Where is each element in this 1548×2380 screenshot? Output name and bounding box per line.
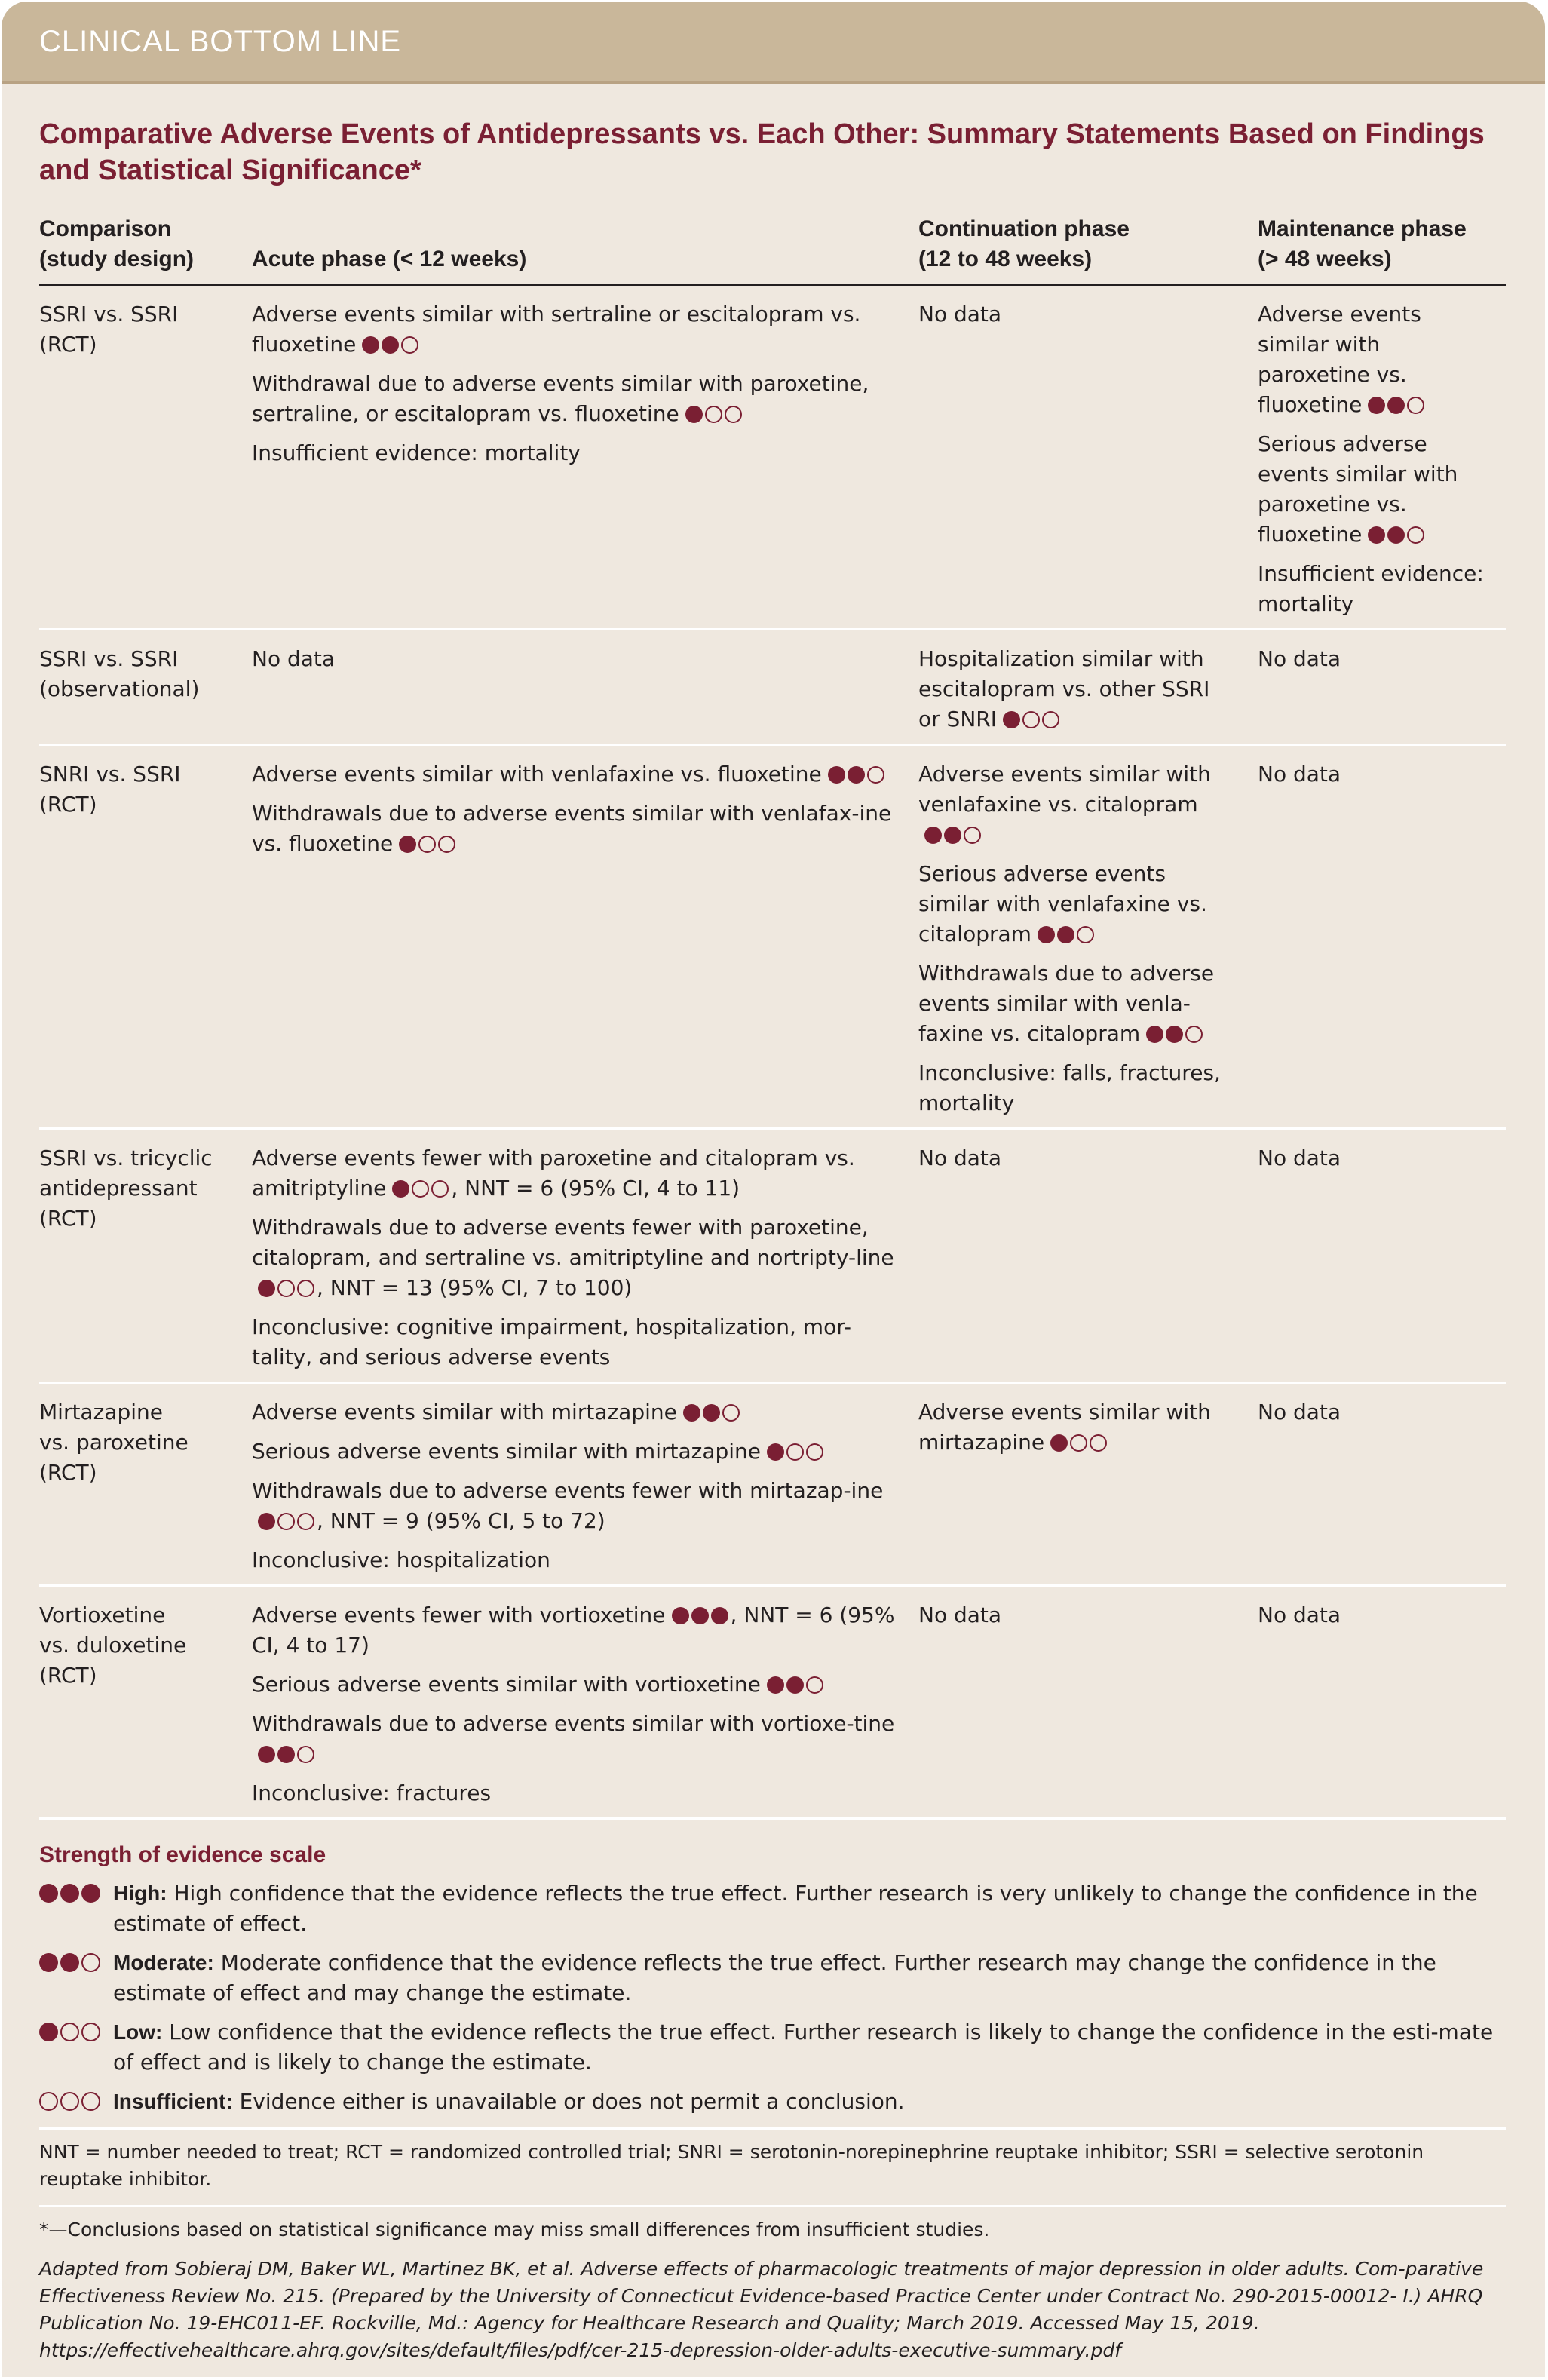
- finding-statement: [252, 1778, 897, 1808]
- filled-circle-icon: [1050, 1434, 1068, 1452]
- scale-text: Moderate confidence that the evidence reflects the true effect. Further research may change the confidence in the estimate of effect and may change the estimate.: [113, 1950, 1436, 2005]
- comparison-cell: SSRI vs. SSRI (observational): [39, 646, 200, 701]
- empty-circle-icon: [1077, 926, 1094, 943]
- evidence-rating-icon: [1038, 926, 1096, 943]
- evidence-rating-icon: [258, 1280, 317, 1297]
- finding-statement: [252, 1312, 897, 1372]
- empty-circle-icon: [1407, 526, 1424, 544]
- finding-statement: [1258, 1600, 1489, 1630]
- finding-text: No data: [1258, 1603, 1341, 1627]
- scale-label: Insufficient:: [113, 2090, 233, 2113]
- table-header: [39, 214, 1506, 286]
- filled-circle-icon: [392, 1180, 409, 1198]
- filled-circle-icon: [767, 1676, 784, 1694]
- filled-circle-icon: [1057, 926, 1074, 943]
- evidence-rating-icon: [39, 1884, 103, 1903]
- scale-item: [39, 2017, 1506, 2078]
- header-maintenance-phase: Maintenance phase (> 48 weeks): [1258, 216, 1467, 271]
- filled-circle-icon: [691, 1607, 709, 1624]
- empty-circle-icon: [1407, 397, 1424, 414]
- source-citation: Adapted from Sobieraj DM, Baker WL, Martinez BK, et al. Adverse effects of pharmacologic treatments of major depression in older adults. Com-parative Effectiveness Review No. 215. (Prepared by the University of Connecticut Evidence-based Practice Center under Contract No. 290-2015-00012- I.) AHRQ Publication No. 19-EHC011-EF. Rockville, Md.: Agency for Healthcare Research and Quality; March 2019. Accessed May 15, 2019. https://effectivehealthcare.ahrq.gov/sites/default/files/pdf/cer-215-depression-older-adults-executive-summary.pdf: [39, 2258, 1484, 2361]
- evidence-rating-icon: [392, 1180, 451, 1198]
- filled-circle-icon: [1387, 397, 1405, 414]
- evidence-rating-icon: [924, 827, 983, 844]
- finding-statement: [252, 644, 897, 674]
- acute-cell: [252, 644, 918, 744]
- scale-label: Low:: [113, 2020, 163, 2044]
- filled-circle-icon: [60, 1953, 79, 1972]
- filled-circle-icon: [258, 1513, 275, 1530]
- empty-circle-icon: [412, 1180, 429, 1198]
- finding-statement: [252, 438, 897, 468]
- empty-circle-icon: [81, 2023, 100, 2041]
- finding-text: No data: [918, 1603, 1002, 1627]
- finding-statement: [252, 1600, 897, 1661]
- nnt-text: , NNT = 6 (95% CI, 4 to 11): [451, 1176, 740, 1201]
- empty-circle-icon: [1070, 1434, 1087, 1452]
- finding-statement: [252, 759, 897, 790]
- finding-text: Withdrawal due to adverse events similar with paroxetine, sertraline, or escitalopram vs. fluoxetine: [252, 371, 869, 426]
- finding-statement: [1258, 429, 1489, 550]
- empty-circle-icon: [60, 2023, 79, 2041]
- finding-text: Withdrawals due to adverse events similar with venla-faxine vs. citalopram: [918, 961, 1215, 1046]
- filled-circle-icon: [1146, 1026, 1163, 1043]
- empty-circle-icon: [1185, 1026, 1203, 1043]
- empty-circle-icon: [722, 1404, 740, 1422]
- empty-circle-icon: [401, 336, 418, 354]
- finding-text: Inconclusive: hospitalization: [252, 1547, 550, 1572]
- filled-circle-icon: [944, 827, 961, 844]
- finding-statement: [1258, 299, 1489, 420]
- table-title: Comparative Adverse Events of Antidepressants vs. Each Other: Summary Statements Based on Findings and Statistical Significance*: [39, 118, 1485, 186]
- filled-circle-icon: [382, 336, 399, 354]
- abbreviations-note: NNT = number needed to treat; RCT = randomized controlled trial; SNRI = serotonin-norepinephrine reuptake inhibitor; SSRI = selective serotonin reuptake inhibitor.: [39, 2141, 1424, 2190]
- finding-text: No data: [918, 302, 1002, 327]
- finding-text: Insufficient evidence: mortality: [1258, 561, 1484, 616]
- empty-circle-icon: [786, 1443, 804, 1461]
- empty-circle-icon: [1042, 711, 1059, 728]
- empty-circle-icon: [81, 1953, 100, 1972]
- evidence-rating-icon: [1050, 1434, 1109, 1452]
- empty-circle-icon: [39, 2092, 58, 2111]
- finding-text: Adverse events similar with sertraline or escitalopram vs. fluoxetine: [252, 302, 861, 357]
- continuation-cell: [918, 759, 1258, 1127]
- empty-circle-icon: [806, 1676, 823, 1694]
- maintenance-cell: [1258, 759, 1510, 1127]
- evidence-rating-icon: [828, 766, 887, 784]
- filled-circle-icon: [848, 766, 865, 784]
- filled-circle-icon: [258, 1280, 275, 1297]
- scale-label: High:: [113, 1882, 167, 1905]
- filled-circle-icon: [1038, 926, 1055, 943]
- evidence-rating-icon: [685, 406, 744, 423]
- empty-circle-icon: [964, 827, 981, 844]
- finding-text: Inconclusive: fractures: [252, 1780, 492, 1805]
- comparison-cell: SNRI vs. SSRI (RCT): [39, 762, 181, 817]
- table-row: [39, 746, 1506, 1130]
- evidence-rating-icon: [39, 1953, 103, 1972]
- finding-text: Withdrawals due to adverse events similar with venlafax-ine vs. fluoxetine: [252, 801, 892, 856]
- banner-label: CLINICAL BOTTOM LINE: [39, 24, 402, 58]
- filled-circle-icon: [39, 2023, 58, 2041]
- empty-circle-icon: [60, 2092, 79, 2111]
- finding-statement: [918, 644, 1237, 735]
- divider: [39, 2127, 1506, 2130]
- comparison-cell: Vortioxetine vs. duloxetine (RCT): [39, 1603, 187, 1688]
- finding-text: Adverse events similar with venlafaxine vs. fluoxetine: [252, 762, 822, 787]
- empty-circle-icon: [806, 1443, 823, 1461]
- acute-cell: [252, 299, 918, 628]
- empty-circle-icon: [1090, 1434, 1107, 1452]
- finding-text: Withdrawals due to adverse events fewer with mirtazap-ine: [252, 1478, 884, 1503]
- finding-text: Adverse events similar with mirtazapine: [918, 1400, 1211, 1455]
- finding-statement: [1258, 644, 1489, 674]
- finding-text: Serious adverse events similar with vortioxetine: [252, 1672, 761, 1697]
- continuation-cell: [918, 1397, 1258, 1584]
- finding-text: No data: [1258, 762, 1341, 787]
- empty-circle-icon: [297, 1513, 314, 1530]
- continuation-cell: [918, 1600, 1258, 1817]
- filled-circle-icon: [924, 827, 942, 844]
- finding-text: Withdrawals due to adverse events fewer with paroxetine, citalopram, and sertraline vs. amitriptyline and nortripty-line: [252, 1215, 894, 1270]
- evidence-rating-icon: [258, 1513, 317, 1530]
- finding-text: No data: [1258, 1146, 1341, 1170]
- evidence-rating-icon: [767, 1443, 826, 1461]
- scale-text: Low confidence that the evidence reflects the true effect. Further research is likely to change the confidence in the esti-mate of effect and is likely to change the estimate.: [113, 2020, 1494, 2075]
- acute-cell: [252, 1397, 918, 1584]
- continuation-cell: [918, 644, 1258, 744]
- evidence-rating-icon: [683, 1404, 742, 1422]
- finding-statement: [918, 299, 1237, 330]
- finding-text: Adverse events fewer with vortioxetine: [252, 1603, 666, 1627]
- maintenance-cell: [1258, 1143, 1510, 1382]
- evidence-rating-icon: [1368, 397, 1427, 414]
- finding-statement: [252, 1143, 897, 1204]
- finding-text: Hospitalization similar with escitalopram vs. other SSRI or SNRI: [918, 646, 1210, 731]
- comparison-cell: Mirtazapine vs. paroxetine (RCT): [39, 1400, 189, 1485]
- header-acute-phase: Acute phase (< 12 weeks): [252, 247, 527, 271]
- divider: [39, 2205, 1506, 2207]
- scale-text: Evidence either is unavailable or does not permit a conclusion.: [239, 2089, 905, 2114]
- finding-text: Withdrawals due to adverse events similar with vortioxe-tine: [252, 1711, 895, 1736]
- empty-circle-icon: [1022, 711, 1040, 728]
- clinical-bottom-line-card: [2, 2, 1545, 2377]
- continuation-cell: [918, 299, 1258, 628]
- empty-circle-icon: [418, 836, 436, 853]
- acute-cell: [252, 1143, 918, 1382]
- scale-item: [39, 2087, 1506, 2117]
- evidence-rating-icon: [1003, 711, 1062, 728]
- scale-description: [113, 2087, 905, 2117]
- finding-text: Insufficient evidence: mortality: [252, 440, 581, 465]
- table-body: [39, 286, 1506, 1820]
- filled-circle-icon: [277, 1746, 295, 1763]
- evidence-rating-icon: [39, 2092, 103, 2111]
- filled-circle-icon: [1368, 526, 1385, 544]
- finding-statement: [252, 1545, 897, 1575]
- filled-circle-icon: [828, 766, 845, 784]
- acute-cell: [252, 1600, 918, 1817]
- filled-circle-icon: [39, 1884, 58, 1903]
- empty-circle-icon: [297, 1280, 314, 1297]
- filled-circle-icon: [399, 836, 416, 853]
- scale-description: [113, 1879, 1506, 1939]
- filled-circle-icon: [60, 1884, 79, 1903]
- scale-label: Moderate:: [113, 1951, 214, 1974]
- finding-statement: [918, 859, 1237, 949]
- nnt-text: , NNT = 13 (95% CI, 7 to 100): [317, 1275, 633, 1300]
- nnt-text: , NNT = 6 (95% CI, 4 to 17): [252, 1603, 895, 1658]
- finding-text: Inconclusive: falls, fractures, mortality: [918, 1060, 1221, 1115]
- evidence-rating-icon: [1146, 1026, 1205, 1043]
- finding-text: No data: [252, 646, 336, 671]
- empty-circle-icon: [725, 406, 742, 423]
- empty-circle-icon: [438, 836, 455, 853]
- filled-circle-icon: [1003, 711, 1020, 728]
- finding-statement: [918, 1600, 1237, 1630]
- finding-text: No data: [1258, 1400, 1341, 1425]
- evidence-rating-icon: [767, 1676, 826, 1694]
- section-banner: [2, 2, 1545, 84]
- content: [2, 84, 1545, 2364]
- filled-circle-icon: [1387, 526, 1405, 544]
- finding-text: Adverse events similar with paroxetine vs. fluoxetine: [1258, 302, 1421, 417]
- finding-statement: [252, 369, 897, 429]
- scale-text: High confidence that the evidence reflects the true effect. Further research is very unlikely to change the confidence in the estimate of effect.: [113, 1881, 1478, 1936]
- maintenance-cell: [1258, 299, 1510, 628]
- finding-statement: [918, 958, 1237, 1049]
- filled-circle-icon: [1368, 397, 1385, 414]
- finding-text: Serious adverse events similar with paroxetine vs. fluoxetine: [1258, 431, 1458, 547]
- finding-statement: [1258, 1397, 1489, 1428]
- footnote: *—Conclusions based on statistical significance may miss small differences from insufficient studies.: [39, 2219, 990, 2240]
- maintenance-cell: [1258, 1397, 1510, 1584]
- finding-text: Serious adverse events similar with mirtazapine: [252, 1439, 762, 1464]
- empty-circle-icon: [705, 406, 722, 423]
- finding-statement: [252, 1476, 897, 1536]
- filled-circle-icon: [767, 1443, 784, 1461]
- evidence-rating-icon: [1368, 526, 1427, 544]
- filled-circle-icon: [685, 406, 703, 423]
- finding-text: Adverse events similar with venlafaxine vs. citalopram: [918, 762, 1211, 817]
- finding-statement: [252, 1397, 897, 1428]
- header-continuation-phase: Continuation phase (12 to 48 weeks): [918, 216, 1130, 271]
- table-row: [39, 1587, 1506, 1820]
- finding-statement: [918, 1143, 1237, 1173]
- filled-circle-icon: [258, 1746, 275, 1763]
- maintenance-cell: [1258, 1600, 1510, 1817]
- filled-circle-icon: [362, 336, 379, 354]
- evidence-rating-icon: [362, 336, 421, 354]
- finding-text: No data: [1258, 646, 1341, 671]
- filled-circle-icon: [703, 1404, 720, 1422]
- empty-circle-icon: [277, 1513, 295, 1530]
- finding-statement: [252, 799, 897, 859]
- continuation-cell: [918, 1143, 1258, 1382]
- filled-circle-icon: [81, 1884, 100, 1903]
- filled-circle-icon: [39, 1953, 58, 1972]
- table-row: [39, 1130, 1506, 1384]
- evidence-rating-icon: [672, 1607, 731, 1624]
- evidence-scale: [39, 1879, 1506, 2117]
- finding-text: Inconclusive: cognitive impairment, hospitalization, mor-tality, and serious adverse events: [252, 1314, 852, 1369]
- scale-item: [39, 1879, 1506, 1939]
- evidence-rating-icon: [258, 1746, 317, 1763]
- table-row: [39, 286, 1506, 630]
- finding-statement: [252, 1670, 897, 1700]
- finding-text: Adverse events fewer with paroxetine and citalopram vs. amitriptyline: [252, 1146, 855, 1201]
- empty-circle-icon: [81, 2092, 100, 2111]
- finding-statement: [918, 1397, 1237, 1458]
- empty-circle-icon: [431, 1180, 449, 1198]
- empty-circle-icon: [867, 766, 884, 784]
- finding-statement: [252, 1437, 897, 1467]
- comparison-cell: SSRI vs. tricyclic antidepressant (RCT): [39, 1146, 213, 1231]
- finding-statement: [1258, 1143, 1489, 1173]
- finding-statement: [918, 1058, 1237, 1118]
- finding-text: Adverse events similar with mirtazapine: [252, 1400, 677, 1425]
- header-comparison: Comparison (study design): [39, 216, 195, 271]
- finding-statement: [1258, 559, 1489, 619]
- scale-description: [113, 2017, 1506, 2078]
- finding-statement: [918, 759, 1237, 850]
- finding-text: No data: [918, 1146, 1002, 1170]
- empty-circle-icon: [297, 1746, 314, 1763]
- filled-circle-icon: [683, 1404, 700, 1422]
- table-row: [39, 630, 1506, 746]
- evidence-rating-icon: [399, 836, 458, 853]
- finding-text: Serious adverse events similar with venlafaxine vs. citalopram: [918, 861, 1207, 946]
- filled-circle-icon: [711, 1607, 728, 1624]
- finding-statement: [252, 1213, 897, 1303]
- comparison-cell: SSRI vs. SSRI (RCT): [39, 302, 179, 357]
- filled-circle-icon: [786, 1676, 804, 1694]
- acute-cell: [252, 759, 918, 1127]
- filled-circle-icon: [672, 1607, 689, 1624]
- table-row: [39, 1384, 1506, 1587]
- scale-title: Strength of evidence scale: [39, 1842, 326, 1867]
- nnt-text: , NNT = 9 (95% CI, 5 to 72): [317, 1508, 605, 1533]
- finding-statement: [1258, 759, 1489, 790]
- evidence-rating-icon: [39, 2023, 103, 2041]
- empty-circle-icon: [277, 1280, 295, 1297]
- finding-statement: [252, 1709, 897, 1769]
- maintenance-cell: [1258, 644, 1510, 744]
- finding-statement: [252, 299, 897, 360]
- scale-description: [113, 1948, 1506, 2008]
- scale-item: [39, 1948, 1506, 2008]
- filled-circle-icon: [1166, 1026, 1183, 1043]
